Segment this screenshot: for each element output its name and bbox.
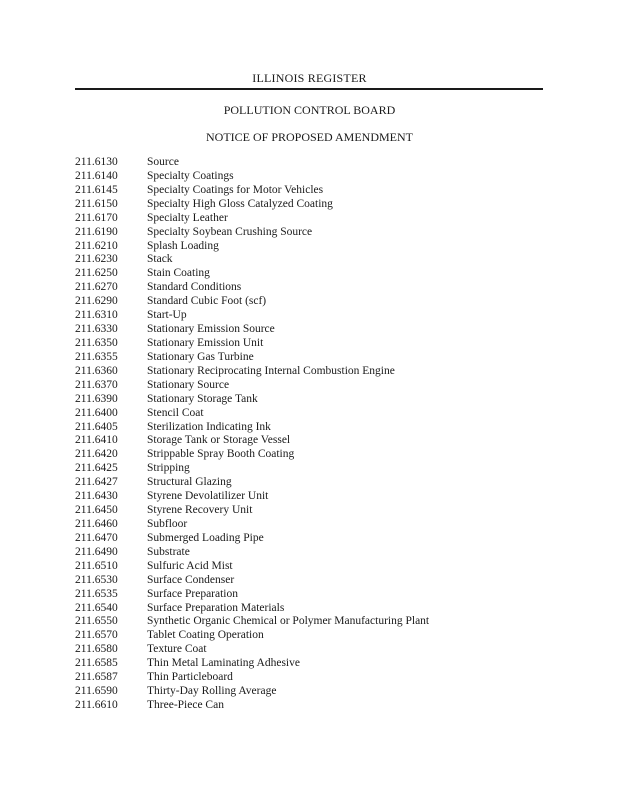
section-number: 211.6390 [75, 392, 118, 405]
section-number: 211.6580 [75, 643, 118, 656]
definition-term: Styrene Recovery Unit [147, 504, 253, 517]
definition-row [75, 281, 555, 295]
section-number: 211.6400 [75, 406, 118, 419]
definition-term: Stationary Storage Tank [147, 392, 258, 405]
definition-row [75, 156, 555, 170]
section-number: 211.6590 [75, 685, 118, 698]
section-number: 211.6410 [75, 434, 118, 447]
definition-row [75, 393, 555, 407]
definition-row [75, 615, 555, 629]
definition-term: Sterilization Indicating Ink [147, 420, 271, 433]
definition-term: Stationary Reciprocating Internal Combustion Engine [147, 364, 395, 377]
definition-term: Thin Metal Laminating Adhesive [147, 657, 300, 670]
definition-row [75, 421, 555, 435]
definition-row [75, 351, 555, 365]
definition-row [75, 643, 555, 657]
notice-heading: NOTICE OF PROPOSED AMENDMENT [205, 130, 414, 144]
definition-term: Standard Cubic Foot (scf) [147, 295, 267, 308]
definition-row [75, 490, 555, 504]
definition-term: Stationary Emission Unit [147, 336, 264, 349]
definition-term: Stripping [147, 462, 190, 475]
definition-term: Sulfuric Acid Mist [147, 559, 233, 572]
definition-row [75, 226, 555, 240]
definition-term: Specialty Soybean Crushing Source [147, 225, 313, 238]
definition-row [75, 337, 555, 351]
section-number: 211.6310 [75, 309, 118, 322]
definition-row [75, 462, 555, 476]
definition-term: Strippable Spray Booth Coating [147, 448, 295, 461]
definition-row [75, 434, 555, 448]
section-number: 211.6427 [75, 476, 118, 489]
definition-term: Structural Glazing [147, 476, 232, 489]
definition-row [75, 602, 555, 616]
definition-row [75, 379, 555, 393]
section-number: 211.6250 [75, 267, 118, 280]
definition-row [75, 295, 555, 309]
section-number: 211.6405 [75, 420, 118, 433]
section-number: 211.6170 [75, 211, 118, 224]
definition-row [75, 309, 555, 323]
definition-row [75, 184, 555, 198]
definition-term: Thin Particleboard [147, 671, 233, 684]
definition-row [75, 685, 555, 699]
section-number: 211.6230 [75, 253, 118, 266]
section-number: 211.6490 [75, 545, 118, 558]
section-number: 211.6450 [75, 504, 118, 517]
definition-term: Thirty-Day Rolling Average [147, 685, 277, 698]
definition-term: Stack [147, 253, 173, 266]
section-number: 211.6510 [75, 559, 118, 572]
definition-row [75, 323, 555, 337]
definitions-list [75, 156, 555, 713]
section-number: 211.6210 [75, 239, 118, 252]
definition-row [75, 671, 555, 685]
definition-term: Stationary Source [147, 378, 230, 391]
section-number: 211.6587 [75, 671, 118, 684]
definition-term: Tablet Coating Operation [147, 629, 264, 642]
definition-row [75, 365, 555, 379]
definition-term: Start-Up [147, 309, 187, 322]
definition-term: Styrene Devolatilizer Unit [147, 490, 269, 503]
section-number: 211.6370 [75, 378, 118, 391]
section-number: 211.6355 [75, 350, 118, 363]
definition-row [75, 699, 555, 713]
section-number: 211.6550 [75, 615, 118, 628]
section-number: 211.6535 [75, 587, 118, 600]
section-number: 211.6330 [75, 323, 118, 336]
definition-term: Stationary Emission Source [147, 323, 275, 336]
definition-term: Substrate [147, 545, 190, 558]
definition-term: Source [147, 156, 179, 168]
definition-row [75, 212, 555, 226]
definition-term: Texture Coat [147, 643, 207, 656]
section-number: 211.6470 [75, 531, 118, 544]
definition-row [75, 198, 555, 212]
definition-term: Surface Preparation Materials [147, 601, 285, 614]
definition-row [75, 588, 555, 602]
definition-term: Standard Conditions [147, 281, 242, 294]
definition-row [75, 267, 555, 281]
section-number: 211.6145 [75, 183, 118, 196]
definition-term: Subfloor [147, 517, 188, 530]
definition-row [75, 253, 555, 267]
definition-row [75, 560, 555, 574]
definition-row [75, 657, 555, 671]
register-title: ILLINOIS REGISTER [252, 71, 367, 85]
section-number: 211.6350 [75, 336, 118, 349]
header-divider [75, 88, 543, 90]
definition-term: Surface Preparation [147, 587, 239, 600]
definition-term: Specialty Coatings for Motor Vehicles [147, 183, 324, 196]
section-number: 211.6420 [75, 448, 118, 461]
section-number: 211.6540 [75, 601, 118, 614]
definition-term: Storage Tank or Storage Vessel [147, 434, 291, 447]
section-number: 211.6430 [75, 490, 118, 503]
definition-term: Stationary Gas Turbine [147, 350, 254, 363]
definition-row [75, 170, 555, 184]
section-number: 211.6425 [75, 462, 118, 475]
definition-term: Specialty Coatings [147, 169, 234, 182]
section-number: 211.6140 [75, 169, 118, 182]
definition-term: Surface Condenser [147, 573, 235, 586]
definition-row [75, 476, 555, 490]
section-number: 211.6270 [75, 281, 118, 294]
definition-row [75, 518, 555, 532]
definition-term: Submerged Loading Pipe [147, 531, 264, 544]
definition-row [75, 407, 555, 421]
section-number: 211.6290 [75, 295, 118, 308]
section-number: 211.6190 [75, 225, 118, 238]
definition-row [75, 504, 555, 518]
definition-term: Stencil Coat [147, 406, 204, 419]
definition-row [75, 240, 555, 254]
definition-term: Specialty Leather [147, 211, 228, 224]
section-number: 211.6460 [75, 517, 118, 530]
definition-term: Splash Loading [147, 239, 219, 252]
section-number: 211.6570 [75, 629, 118, 642]
definition-row [75, 546, 555, 560]
section-number: 211.6610 [75, 698, 118, 711]
definition-row [75, 574, 555, 588]
definition-row [75, 629, 555, 643]
section-number: 211.6150 [75, 197, 118, 210]
definition-term: Specialty High Gloss Catalyzed Coating [147, 197, 333, 210]
section-number: 211.6360 [75, 364, 118, 377]
section-number: 211.6585 [75, 657, 118, 670]
section-number: 211.6130 [75, 156, 118, 168]
definition-row [75, 448, 555, 462]
definition-term: Stain Coating [147, 267, 210, 280]
definition-term: Synthetic Organic Chemical or Polymer Manufacturing Plant [147, 615, 430, 628]
section-number: 211.6530 [75, 573, 118, 586]
definition-row [75, 532, 555, 546]
agency-name: POLLUTION CONTROL BOARD [223, 103, 396, 117]
definition-term: Three-Piece Can [147, 698, 224, 711]
